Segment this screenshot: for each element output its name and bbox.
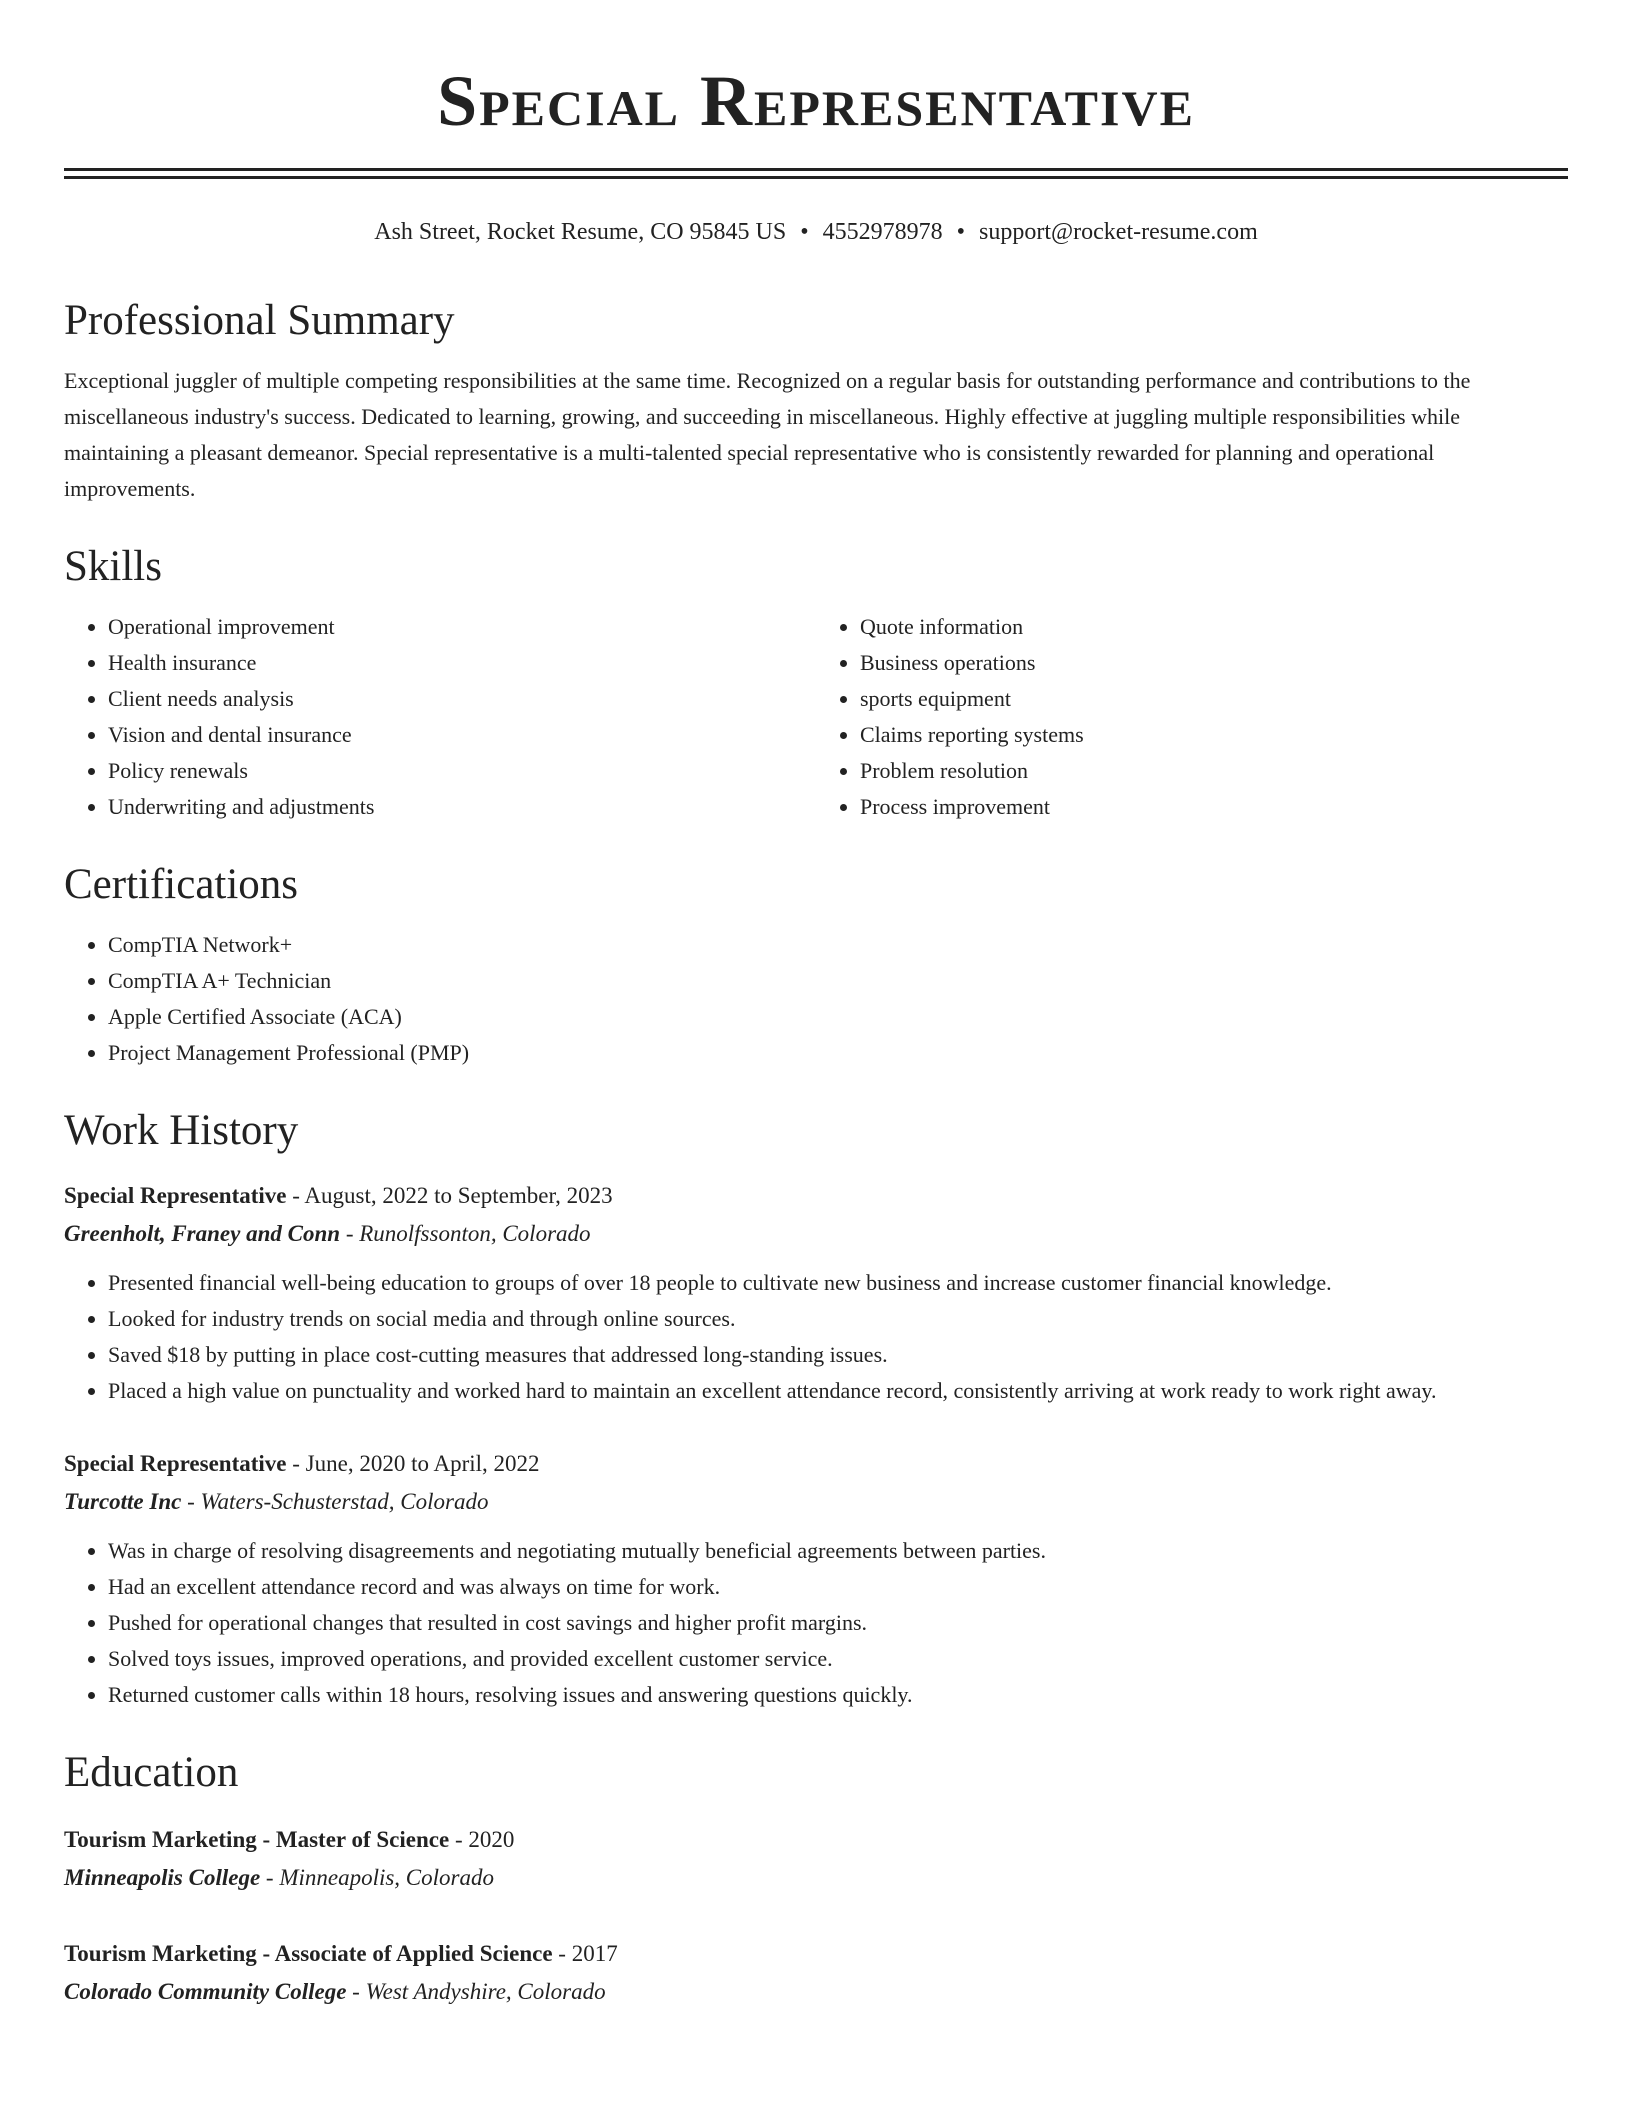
job-bullets [64, 1265, 1568, 1409]
education-school-line [64, 1859, 1568, 1897]
contact-email: support@rocket-resume.com [979, 219, 1258, 245]
skill-item: • sports equipment [860, 681, 1568, 717]
education-school: Minneapolis College [64, 1865, 261, 1890]
education-heading: Education [64, 1749, 239, 1796]
job-bullet: • Placed a high value on punctuality and worked hard to maintain an excellent attendance record, consistently arriving at work ready to work right away. [108, 1373, 1568, 1409]
education-location: - West Andyshire, Colorado [346, 1979, 606, 2004]
education-entry [64, 1935, 1568, 2011]
skill-item: • Client needs analysis [108, 681, 816, 717]
skill-item: • Policy renewals [108, 753, 816, 789]
job-dates: - June, 2020 to April, 2022 [286, 1451, 540, 1476]
skill-item: • Process improvement [860, 789, 1568, 825]
certification-item: • CompTIA Network+ [108, 927, 1568, 963]
skills-left-list [64, 609, 816, 825]
contact-separator: • [800, 219, 809, 245]
job-bullet: • Returned customer calls within 18 hours, resolving issues and answering questions quickly. [108, 1677, 1568, 1713]
job-header [64, 1177, 1568, 1215]
contact-phone: 4552978978 [822, 219, 943, 245]
job-company: Greenholt, Franey and Conn [64, 1221, 341, 1246]
education-school: Colorado Community College [64, 1979, 347, 2004]
job-bullets [64, 1533, 1568, 1713]
job-company: Turcotte Inc [64, 1489, 182, 1514]
skill-item: • Health insurance [108, 645, 816, 681]
skill-item: • Vision and dental insurance [108, 717, 816, 753]
job-header [64, 1445, 1568, 1483]
skill-item: • Underwriting and adjustments [108, 789, 816, 825]
job-dates: - August, 2022 to September, 2023 [286, 1183, 613, 1208]
skills-columns [64, 609, 1568, 825]
work-history-heading: Work History [64, 1107, 299, 1154]
education-year: - 2020 [449, 1827, 515, 1852]
contact-line [64, 215, 1568, 249]
skills-right-list [816, 609, 1568, 825]
education-header [64, 1935, 1568, 1973]
certification-item: • CompTIA A+ Technician [108, 963, 1568, 999]
job-bullet: • Solved toys issues, improved operations, and provided excellent customer service. [108, 1641, 1568, 1677]
skills-heading: Skills [64, 543, 162, 590]
job-role: Special Representative [64, 1183, 287, 1208]
job-location: - Waters-Schusterstad, Colorado [181, 1489, 489, 1514]
contact-separator: • [956, 219, 966, 245]
summary-text: Exceptional juggler of multiple competing responsibilities at the same time. Recognized on a regular basis for outstanding performance and contributions to the miscellaneous industry's success. Dedicated to learning, growing, and succeeding in miscellaneous. Highly effective at juggling multiple responsibilities while maintaining a pleasant demeanor. Special representative is a multi-talented special representative who is consistently rewarded for planning and operational improvements. [64, 368, 1471, 501]
job-role: Special Representative [64, 1451, 287, 1476]
skill-item: • Operational improvement [108, 609, 816, 645]
job-bullet: • Presented financial well-being education to groups of over 18 people to cultivate new business and increase customer financial knowledge. [108, 1265, 1568, 1301]
certifications-heading: Certifications [64, 861, 299, 908]
job-company-line [64, 1215, 1568, 1253]
education-entry [64, 1821, 1568, 1897]
job-bullet: • Saved $18 by putting in place cost-cutting measures that addressed long-standing issues. [108, 1337, 1568, 1373]
education-year: - 2017 [552, 1941, 618, 1966]
education-header [64, 1821, 1568, 1859]
certification-item: • Apple Certified Associate (ACA) [108, 999, 1568, 1035]
job-entry [64, 1445, 1568, 1713]
education-degree: Tourism Marketing - Master of Science [64, 1827, 450, 1852]
job-bullet: • Looked for industry trends on social media and through online sources. [108, 1301, 1568, 1337]
header-divider [64, 168, 1568, 179]
job-location: - Runolfssonton, Colorado [340, 1221, 591, 1246]
job-entry [64, 1177, 1568, 1409]
summary-heading: Professional Summary [64, 297, 455, 344]
skill-item: • Claims reporting systems [860, 717, 1568, 753]
certification-item: • Project Management Professional (PMP) [108, 1035, 1568, 1071]
certifications-list [64, 927, 1568, 1071]
contact-address: Ash Street, Rocket Resume, CO 95845 US [374, 219, 787, 245]
job-company-line [64, 1483, 1568, 1521]
job-bullet: • Pushed for operational changes that resulted in cost savings and higher profit margins. [108, 1605, 1568, 1641]
candidate-name: Special Representative [437, 61, 1195, 141]
education-degree: Tourism Marketing - Associate of Applied Science [64, 1941, 553, 1966]
skill-item: • Business operations [860, 645, 1568, 681]
skill-item: • Problem resolution [860, 753, 1568, 789]
skill-item: • Quote information [860, 609, 1568, 645]
education-location: - Minneapolis, Colorado [260, 1865, 494, 1890]
education-school-line [64, 1973, 1568, 2011]
job-bullet: • Had an excellent attendance record and was always on time for work. [108, 1569, 1568, 1605]
job-bullet: • Was in charge of resolving disagreements and negotiating mutually beneficial agreements between parties. [108, 1533, 1568, 1569]
